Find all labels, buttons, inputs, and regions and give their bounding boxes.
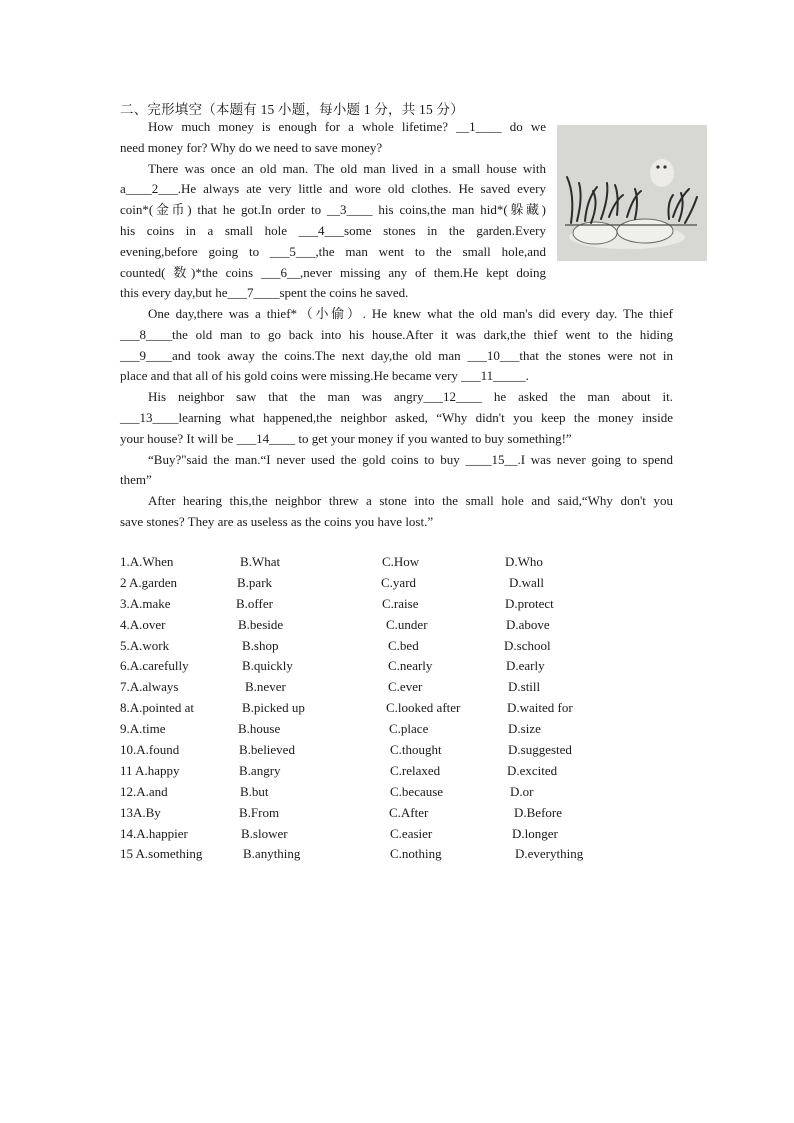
option-d: D.protect <box>505 595 554 611</box>
passage-part-1 <box>120 117 546 304</box>
passage-line: a____2___.He always ate very little and wore old clothes. He saved every <box>120 181 546 197</box>
option-c: C.because <box>390 783 444 799</box>
passage-line: How much money is enough for a whole lifetime? __1____ do we <box>148 119 546 134</box>
option-a: 7.A.always <box>120 679 179 695</box>
passage-line: place and that all of his gold coins were missing.He became very ___11_____. <box>120 368 529 384</box>
option-b: B.From <box>239 804 280 820</box>
option-a: 8.A.pointed at <box>120 700 195 716</box>
option-b: B.house <box>238 721 281 737</box>
passage-part-2 <box>120 304 673 533</box>
section-heading: 二、完形填空（本题有 15 小题，每小题 1 分，共 15 分） <box>120 102 464 117</box>
option-c: C.How <box>382 554 420 569</box>
option-d: D.wall <box>509 574 545 590</box>
option-d: D.excited <box>507 762 558 778</box>
option-a: 3.A.make <box>120 595 171 611</box>
option-a: 5.A.work <box>120 637 170 653</box>
option-a: 2 A.garden <box>120 574 178 590</box>
option-b: B.picked up <box>242 700 305 716</box>
option-c: C.relaxed <box>390 762 441 778</box>
option-d: D.early <box>506 658 545 674</box>
option-c: C.bed <box>388 637 419 653</box>
passage-line: His neighbor saw that the man was angry___12____ he asked the man about it. <box>148 389 673 405</box>
passage-line: ___8____the old man to go back into his house.After it was dark,the thief went to the hiding <box>120 326 673 342</box>
option-c: C.nearly <box>388 658 433 674</box>
passage-line: One day,there was a thief*（小偷）. He knew what the old man's did every day. The thief <box>148 306 673 321</box>
option-d: D.above <box>506 616 550 632</box>
option-d: D.school <box>504 637 551 653</box>
option-d: D.Who <box>505 554 543 569</box>
option-b: B.never <box>245 679 286 695</box>
option-b: B.offer <box>236 595 273 611</box>
option-c: C.place <box>389 721 429 737</box>
option-a: 6.A.carefully <box>120 658 189 674</box>
option-b: B.anything <box>243 846 301 862</box>
option-c: C.yard <box>381 574 417 590</box>
option-b: B.What <box>240 554 281 569</box>
option-c: C.After <box>389 804 429 820</box>
option-d: D.everything <box>515 846 584 862</box>
passage-line: need money for? Why do we need to save money? <box>120 139 383 155</box>
option-d: D.size <box>508 721 541 737</box>
option-a: 14.A.happier <box>120 825 188 841</box>
option-d: D.longer <box>512 825 558 841</box>
option-a: 4.A.over <box>120 616 166 632</box>
option-c: C.under <box>386 616 428 632</box>
illustration-grass-image <box>557 125 707 261</box>
passage-line: After hearing this,the neighbor threw a stone into the small hole and said,“Why don't you <box>148 493 673 509</box>
option-c: C.easier <box>390 825 433 841</box>
option-c: C.nothing <box>390 846 442 862</box>
passage-line: “Buy?"said the man.“I never used the gold coins to buy ____15__.I was never going to spend <box>148 451 673 467</box>
option-c: C.thought <box>390 742 442 758</box>
passage-line: this every day,but he___7____spent the coins he saved. <box>120 285 409 301</box>
option-b: B.slower <box>241 825 288 841</box>
option-c: C.looked after <box>386 700 461 716</box>
passage-line: There was once an old man. The old man lived in a small house with <box>148 160 546 176</box>
passage-line: ___13____learning what happened,the neighbor asked, “Why didn't you keep the money inside <box>120 409 673 425</box>
option-b: B.but <box>240 783 269 799</box>
option-c: C.raise <box>382 595 419 611</box>
option-d: D.Before <box>514 804 563 820</box>
passage-line: counted( 数)*the coins ___6__,never missing any of them.He kept doing <box>120 264 546 280</box>
option-b: B.park <box>237 574 273 590</box>
option-b: B.beside <box>238 616 284 632</box>
option-a: 12.A.and <box>120 783 168 799</box>
option-a: 15 A.something <box>120 846 203 862</box>
passage-line: your house? It will be ___14____ to get your money if you wanted to buy something!” <box>120 430 572 446</box>
passage-line: them” <box>120 472 152 488</box>
passage-line: save stones? They are as useless as the coins you have lost.” <box>120 513 434 529</box>
option-a: 13A.By <box>120 804 161 820</box>
passage-line: evening,before going to ___5___,the man went to the small hole,and <box>120 243 546 259</box>
option-a: 11 A.happy <box>120 762 180 778</box>
option-a: 1.A.When <box>120 554 174 569</box>
option-b: B.quickly <box>242 658 293 674</box>
option-b: B.believed <box>239 742 295 758</box>
option-d: D.waited for <box>507 700 573 716</box>
option-b: B.angry <box>239 762 281 778</box>
option-d: D.or <box>510 783 534 799</box>
passage-line: his coins in a small hole ___4___some stones in the garden.Every <box>120 222 546 238</box>
option-d: D.still <box>508 679 541 695</box>
option-d: D.suggested <box>508 742 572 758</box>
option-c: C.ever <box>388 679 423 695</box>
passage-line: coin*(金币) that he got.In order to __3____ his coins,the man hid*(躲藏) <box>120 202 546 218</box>
option-a: 10.A.found <box>120 742 180 758</box>
passage-line: ___9____and took away the coins.The next day,the old man ___10___that the stones were not in <box>120 347 673 363</box>
option-a: 9.A.time <box>120 721 166 737</box>
option-b: B.shop <box>242 637 279 653</box>
